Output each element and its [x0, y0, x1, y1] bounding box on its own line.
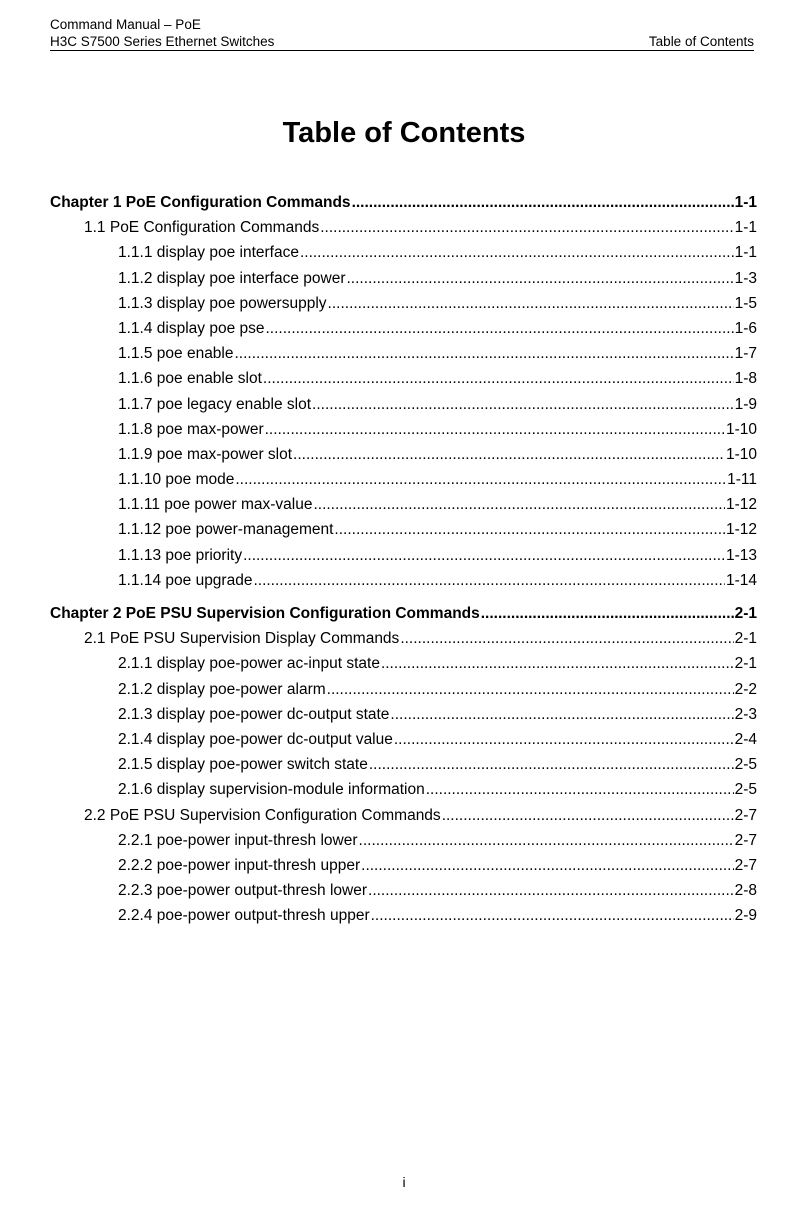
- toc-subsection-entry[interactable]: [50, 316, 757, 341]
- toc-entry-label: Chapter 2 PoE PSU Supervision Configuration Commands: [50, 605, 480, 622]
- toc-entry-page: 2-3: [734, 705, 757, 723]
- toc-entry-page: 1-14: [725, 571, 757, 589]
- toc-entry-page: 1-10: [725, 420, 757, 438]
- toc-subsection-entry[interactable]: [50, 240, 757, 265]
- toc-dot-leader: [352, 190, 734, 215]
- toc-entry-label: 1.1 PoE Configuration Commands: [84, 219, 320, 237]
- toc-entry-label: 2.1 PoE PSU Supervision Display Commands: [84, 630, 400, 648]
- toc-dot-leader: [265, 417, 725, 442]
- toc-entry-label: 1.1.5 poe enable: [118, 345, 234, 363]
- toc-dot-leader: [235, 467, 726, 492]
- toc-entry-label: 1.1.3 display poe powersupply: [118, 294, 327, 312]
- toc-dot-leader: [328, 291, 734, 316]
- toc-chapter-entry[interactable]: [50, 601, 757, 626]
- toc-entry-page: 2-8: [734, 882, 757, 900]
- toc-subsection-entry[interactable]: [50, 467, 757, 492]
- toc-subsection-entry[interactable]: [50, 727, 757, 752]
- toc-subsection-entry[interactable]: [50, 853, 757, 878]
- toc-dot-leader: [327, 677, 734, 702]
- toc-entry-label: 2.1.5 display poe-power switch state: [118, 756, 368, 774]
- toc-subsection-entry[interactable]: [50, 651, 757, 676]
- toc-subsection-entry[interactable]: [50, 568, 757, 593]
- toc-dot-leader: [313, 492, 725, 517]
- toc-entry-page: 2-5: [734, 756, 757, 774]
- toc-entry-page: 1-8: [734, 370, 757, 388]
- toc-entry-label: 1.1.6 poe enable slot: [118, 370, 262, 388]
- toc-chapter-entry[interactable]: [50, 190, 757, 215]
- toc-entry-page: 1-1: [734, 219, 757, 237]
- toc-entry-page: 1-7: [734, 345, 757, 363]
- toc-dot-leader: [442, 803, 734, 828]
- toc-subsection-entry[interactable]: [50, 517, 757, 542]
- toc-entry-page: 2-7: [734, 806, 757, 824]
- toc-entry-label: 2.2 PoE PSU Supervision Configuration Commands: [84, 806, 441, 824]
- toc-entry-label: 1.1.8 poe max-power: [118, 420, 264, 438]
- toc-entry-page: 1-6: [734, 319, 757, 337]
- toc-subsection-entry[interactable]: [50, 266, 757, 291]
- toc-entry-page: 1-12: [725, 521, 757, 539]
- toc-entry-label: 1.1.10 poe mode: [118, 471, 235, 489]
- toc-entry-label: 2.1.2 display poe-power alarm: [118, 680, 326, 698]
- toc-entry-label: 1.1.11 poe power max-value: [118, 496, 313, 514]
- toc-section-entry[interactable]: [50, 803, 757, 828]
- page-number: i: [402, 1174, 406, 1190]
- header-section-name: Table of Contents: [648, 34, 754, 49]
- toc-entry-label: 1.1.7 poe legacy enable slot: [118, 395, 312, 413]
- toc-entry-page: 1-1: [734, 194, 757, 211]
- toc-entry-page: 2-1: [734, 605, 757, 622]
- toc-dot-leader: [253, 568, 725, 593]
- toc-subsection-entry[interactable]: [50, 903, 757, 928]
- toc-entry-label: 1.1.14 poe upgrade: [118, 571, 253, 589]
- toc-entry-page: 2-9: [734, 907, 757, 925]
- toc-subsection-entry[interactable]: [50, 752, 757, 777]
- toc-dot-leader: [426, 777, 734, 802]
- toc-dot-leader: [369, 752, 734, 777]
- toc-dot-leader: [263, 366, 734, 391]
- toc-subsection-entry[interactable]: [50, 828, 757, 853]
- toc-dot-leader: [243, 543, 725, 568]
- toc-dot-leader: [390, 702, 733, 727]
- table-of-contents: [50, 187, 757, 928]
- header-manual-title: Command Manual – PoE: [50, 17, 201, 32]
- toc-entry-page: 1-9: [734, 395, 757, 413]
- toc-subsection-entry[interactable]: [50, 492, 757, 517]
- header-row: [50, 33, 754, 50]
- toc-dot-leader: [359, 828, 734, 853]
- toc-entry-label: 2.2.2 poe-power input-thresh upper: [118, 856, 361, 874]
- toc-dot-leader: [320, 215, 733, 240]
- toc-dot-leader: [371, 903, 734, 928]
- toc-entry-page: 2-1: [734, 630, 757, 648]
- toc-entry-label: 1.1.12 poe power-management: [118, 521, 334, 539]
- toc-entry-page: 1-3: [734, 269, 757, 287]
- toc-subsection-entry[interactable]: [50, 702, 757, 727]
- toc-subsection-entry[interactable]: [50, 878, 757, 903]
- toc-entry-page: 1-11: [727, 471, 757, 489]
- toc-dot-leader: [334, 517, 725, 542]
- toc-entry-page: 1-10: [725, 445, 757, 463]
- toc-dot-leader: [368, 878, 734, 903]
- toc-entry-label: 1.1.1 display poe interface: [118, 244, 299, 262]
- toc-dot-leader: [312, 392, 734, 417]
- toc-entry-page: 1-1: [734, 244, 757, 262]
- toc-dot-leader: [381, 651, 734, 676]
- toc-entry-page: 2-5: [734, 781, 757, 799]
- toc-entry-label: 2.1.3 display poe-power dc-output state: [118, 705, 390, 723]
- toc-entry-page: 2-2: [734, 680, 757, 698]
- toc-subsection-entry[interactable]: [50, 417, 757, 442]
- toc-subsection-entry[interactable]: [50, 291, 757, 316]
- toc-dot-leader: [293, 442, 725, 467]
- toc-dot-leader: [481, 601, 734, 626]
- toc-subsection-entry[interactable]: [50, 392, 757, 417]
- toc-entry-page: 2-4: [734, 730, 757, 748]
- toc-entry-page: 2-7: [734, 831, 757, 849]
- toc-entry-page: 2-7: [734, 856, 757, 874]
- toc-entry-label: 1.1.2 display poe interface power: [118, 269, 346, 287]
- toc-dot-leader: [394, 727, 734, 752]
- toc-subsection-entry[interactable]: [50, 442, 757, 467]
- toc-dot-leader: [361, 853, 733, 878]
- toc-section-entry[interactable]: [50, 626, 757, 651]
- toc-entry-label: 1.1.13 poe priority: [118, 546, 243, 564]
- running-header: [50, 16, 754, 50]
- toc-subsection-entry[interactable]: [50, 677, 757, 702]
- toc-subsection-entry[interactable]: [50, 366, 757, 391]
- toc-entry-label: 1.1.4 display poe pse: [118, 319, 265, 337]
- toc-entry-label: 2.2.1 poe-power input-thresh lower: [118, 831, 358, 849]
- header-rule: [50, 50, 754, 51]
- toc-entry-page: 2-1: [734, 655, 757, 673]
- toc-subsection-entry[interactable]: [50, 341, 757, 366]
- toc-entry-page: 1-5: [734, 294, 757, 312]
- toc-entry-label: 2.1.1 display poe-power ac-input state: [118, 655, 380, 673]
- toc-entry-label: 2.1.4 display poe-power dc-output value: [118, 730, 393, 748]
- toc-section-entry[interactable]: [50, 215, 757, 240]
- toc-dot-leader: [266, 316, 734, 341]
- toc-entry-label: Chapter 1 PoE Configuration Commands: [50, 194, 351, 211]
- toc-entry-label: 2.2.3 poe-power output-thresh lower: [118, 882, 368, 900]
- toc-entry-page: 1-13: [725, 546, 757, 564]
- toc-dot-leader: [346, 266, 733, 291]
- toc-entry-page: 1-12: [725, 496, 757, 514]
- toc-dot-leader: [400, 626, 733, 651]
- header-product-name: H3C S7500 Series Ethernet Switches: [50, 34, 275, 49]
- toc-subsection-entry[interactable]: [50, 777, 757, 802]
- toc-entry-label: 1.1.9 poe max-power slot: [118, 445, 293, 463]
- toc-entry-label: 2.1.6 display supervision-module information: [118, 781, 425, 799]
- toc-entry-label: 2.2.4 poe-power output-thresh upper: [118, 907, 370, 925]
- toc-dot-leader: [300, 240, 734, 265]
- page-title: Table of Contents: [282, 117, 526, 149]
- toc-subsection-entry[interactable]: [50, 543, 757, 568]
- toc-dot-leader: [235, 341, 734, 366]
